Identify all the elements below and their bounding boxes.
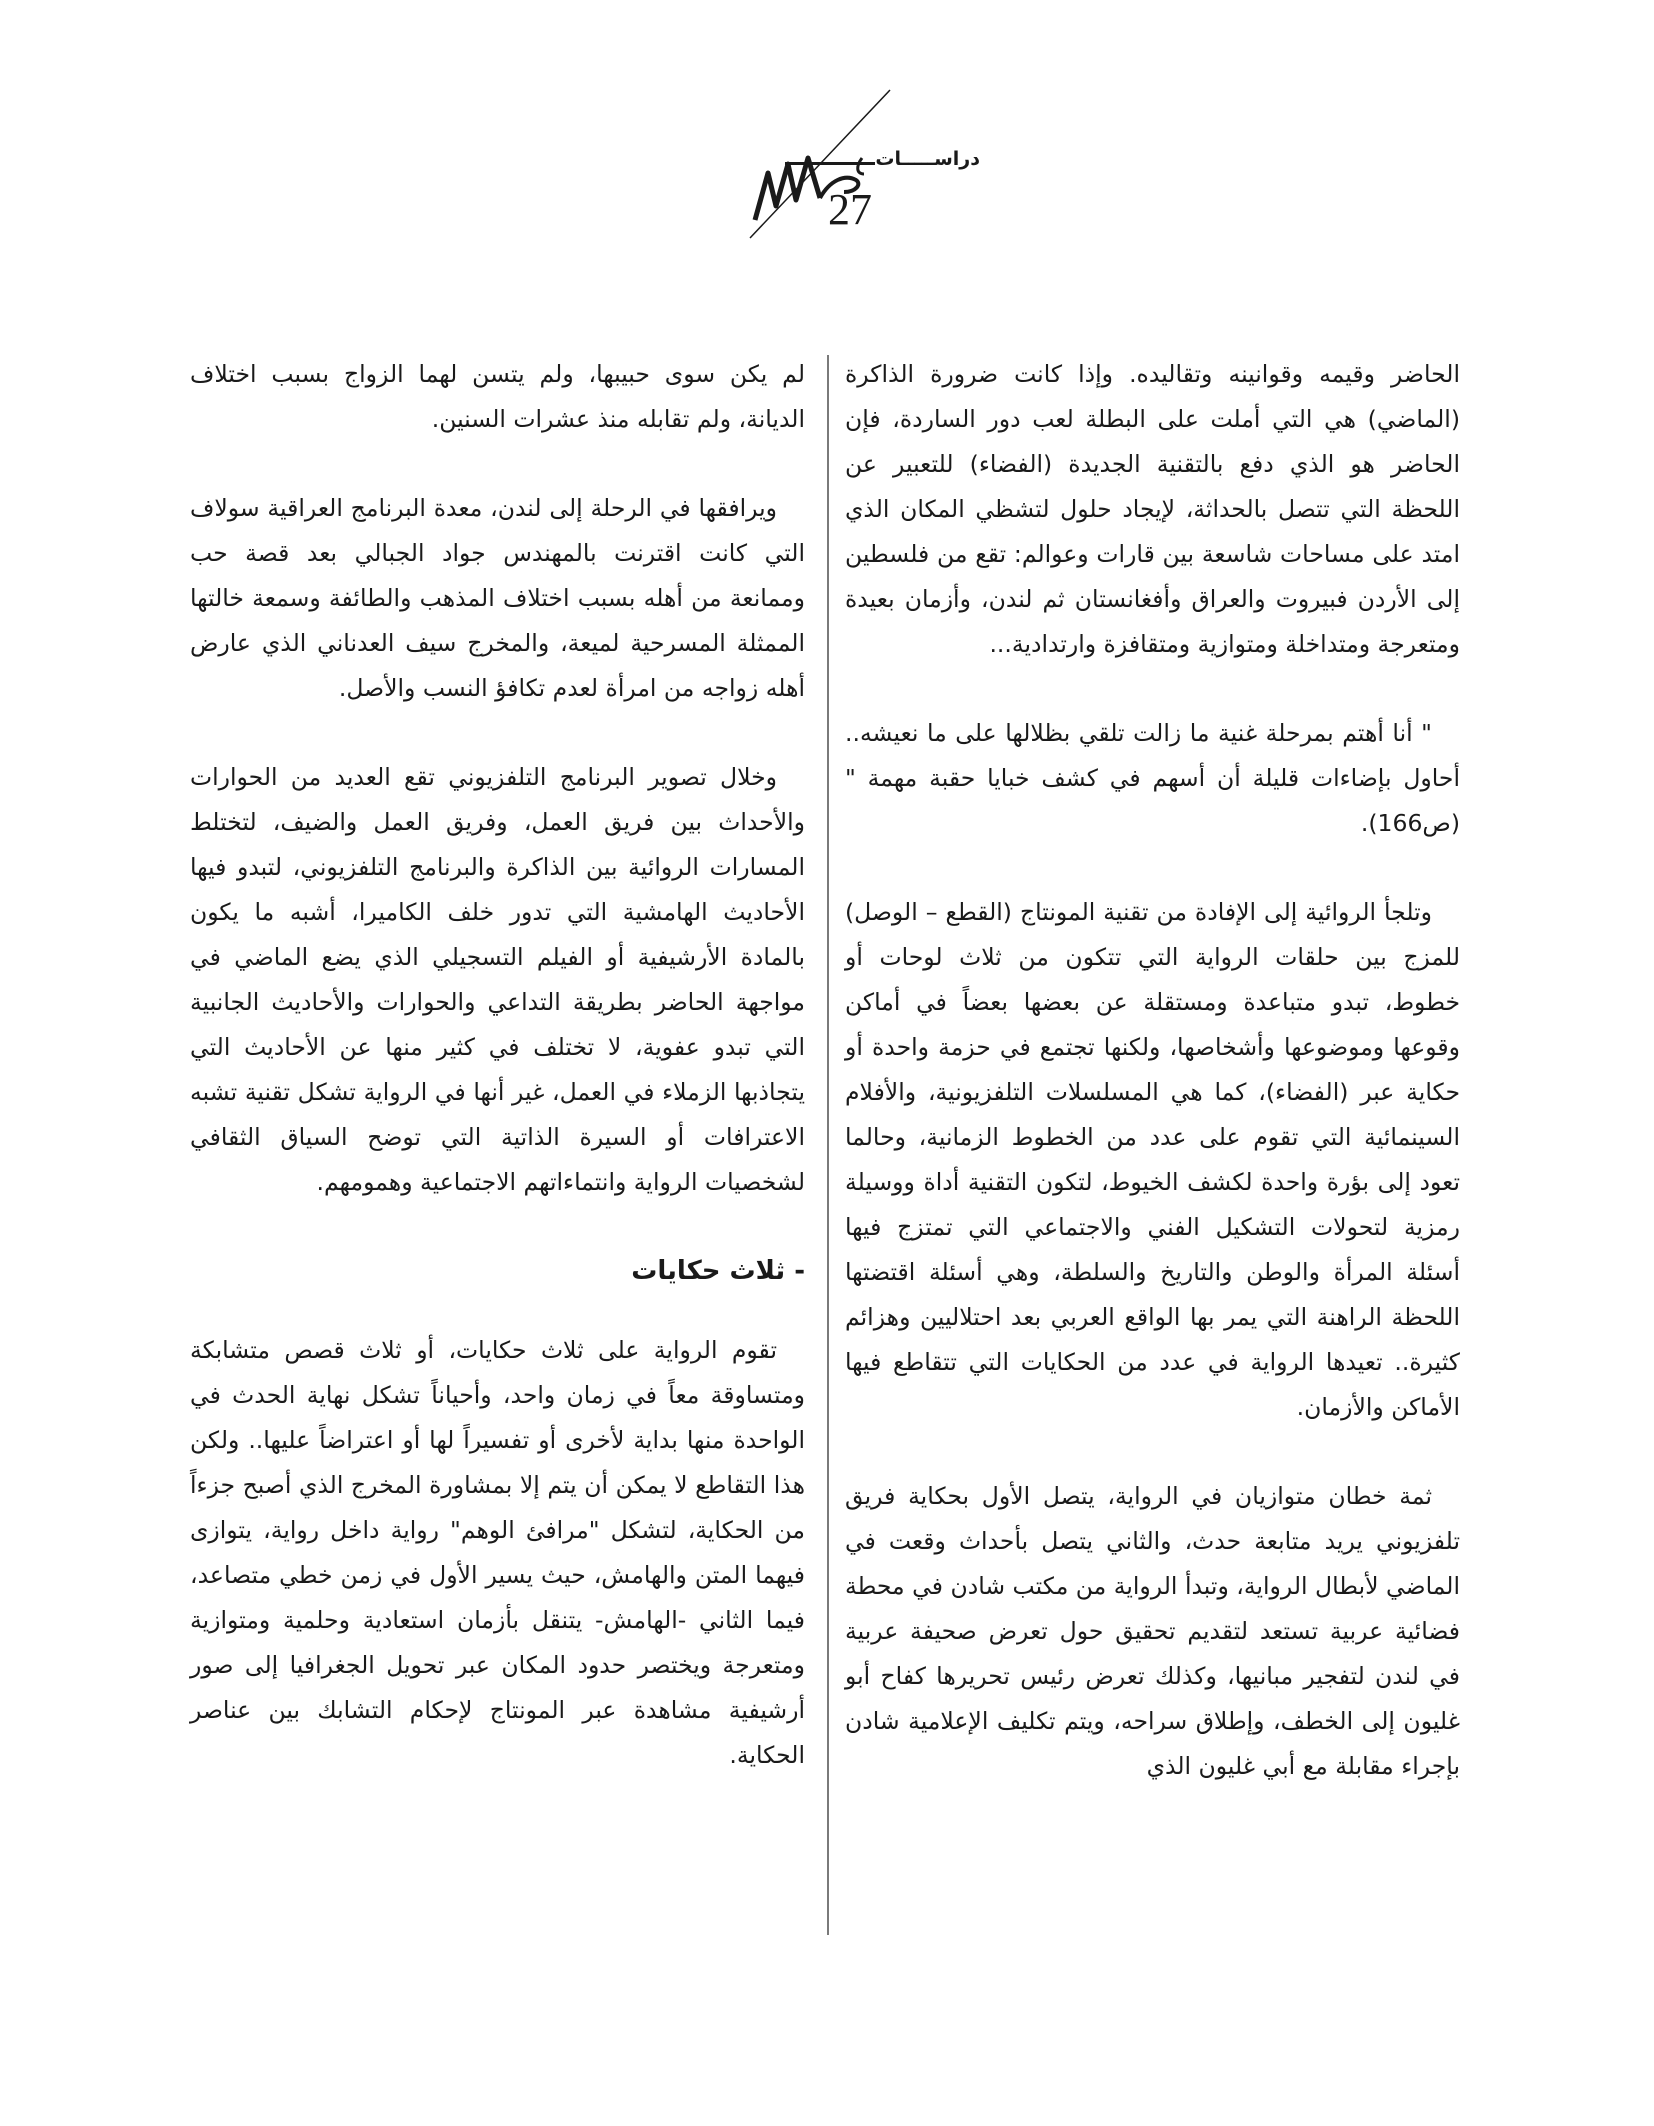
section-label: دراســـــات <box>875 148 980 170</box>
left-column <box>190 352 805 1822</box>
paragraph: لم يكن سوى حبيبها، ولم يتسن لهما الزواج بسبب اختلاف الديانة، ولم تقابله منذ عشرات السنين. <box>190 360 805 433</box>
page-header <box>680 88 1000 248</box>
right-column <box>845 352 1460 1833</box>
paragraph: وتلجأ الروائية إلى الإفادة من تقنية المونتاج (القطع – الوصل) للمزج بين حلقات الرواية التي تتكون من ثلاث لوحات أو خطوط، تبدو متباعدة ومستقلة عن بعضها بعضاً في أماكن وقوعها وموضوعها وأشخاصها، ولكنها تجتمع في حزمة واحدة أو حكاية عبر (الفضاء)، كما هي المسلسلات التلفزيونية، والأفلام السينمائية التي تقوم على عدد من الخطوط الزمانية، وحالما تعود إلى بؤرة واحدة لكشف الخيوط، لتكون التقنية أداة ووسيلة رمزية لتحولات التشكيل الفني والاجتماعي التي تمتزج فيها أسئلة المرأة والوطن والتاريخ والسلطة، وهي أسئلة اقتضتها اللحظة الراهنة التي يمر بها الواقع العربي بعد احتلاليين وهزائم كثيرة.. تعيدها الرواية في عدد من الحكايات التي تتقاطع فيها الأماكن والأزمان. <box>845 898 1460 1421</box>
paragraph: ويرافقها في الرحلة إلى لندن، معدة البرنامج العراقية سولاف التي كانت اقترنت بالمهندس جواد الجبالي بعد قصة حب وممانعة من أهله بسبب اختلاف المذهب والطائفة وسمعة خالتها الممثلة المسرحية لميعة، والمخرج سيف العدناني الذي عارض أهله زواجه من امرأة لعدم تكافؤ النسب والأصل. <box>190 494 805 702</box>
paragraph: الحاضر وقيمه وقوانينه وتقاليده. وإذا كانت ضرورة الذاكرة (الماضي) هي التي أملت على البطلة لعب دور الساردة، فإن الحاضر هو الذي دفع بالتقنية الجديدة (الفضاء) للتعبير عن اللحظة التي تتصل بالحداثة، لإيجاد حلول لتشظي المكان الذي امتد على مساحات شاسعة بين قارات وعوالم: تقع من فلسطين إلى الأردن فبيروت والعراق وأفغانستان ثم لندن، وأزمان بعيدة ومتعرجة ومتداخلة ومتوازية ومتقافزة وارتدادية... <box>845 360 1460 658</box>
section-heading: - ثلاث حكايات <box>631 1256 805 1286</box>
paragraph: تقوم الرواية على ثلاث حكايات، أو ثلاث قصص متشابكة ومتساوقة معاً في زمان واحد، وأحياناً تشكل نهاية الحدث في الواحدة منها بداية لأخرى أو تفسيراً لها أو اعتراضاً عليها.. ولكن هذا التقاطع لا يمكن أن يتم إلا بمشاورة المخرج الذي أصبح جزءاً من الحكاية، لتشكل "مرافئ الوهم" رواية داخل رواية، يتوازى فيهما المتن والهامش، حيث يسير الأول في زمن خطي متصاعد، فيما الثاني -الهامش- يتنقل بأزمان استعادية وحلمية ومتوازية ومتعرجة ويختصر حدود المكان عبر تحويل الجغرافيا إلى صور أرشيفية مشاهدة عبر المونتاج لإحكام التشابك بين عناصر الحكاية. <box>190 1336 805 1769</box>
column-divider <box>827 355 829 1935</box>
paragraph: ثمة خطان متوازيان في الرواية، يتصل الأول بحكاية فريق تلفزيوني يريد متابعة حدث، والثاني يتصل بأحداث وقعت في الماضي لأبطال الرواية، وتبدأ الرواية من مكتب شادن في محطة فضائية عربية تستعد لتقديم تحقيق حول تعرض صحيفة عربية في لندن لتفجير مبانيها، وكذلك تعرض رئيس تحريرها كفاح أبو غليون إلى الخطف، وإطلاق سراحه، ويتم تكليف الإعلامية شادن بإجراء مقابلة مع أبي غليون الذي <box>845 1482 1460 1780</box>
paragraph: وخلال تصوير البرنامج التلفزيوني تقع العديد من الحوارات والأحداث بين فريق العمل، وفريق العمل والضيف، لتختلط المسارات الروائية بين الذاكرة والبرنامج التلفزيوني، لتبدو فيها الأحاديث الهامشية التي تدور خلف الكاميرا، أشبه ما يكون بالمادة الأرشيفية أو الفيلم التسجيلي الذي يضع الماضي في مواجهة الحاضر بطريقة التداعي والحوارات والأحاديث الجانبية التي تبدو عفوية، لا تختلف في كثير منها عن الأحاديث التي يتجاذبها الزملاء في العمل، غير أنها في الرواية تشكل تقنية تشبه الاعترافات أو السيرة الذاتية التي توضح السياق الثقافي لشخصيات الرواية وانتماءاتهم الاجتماعية وهمومهم. <box>190 763 805 1196</box>
page-number: 27 <box>828 185 872 234</box>
paragraph: " أنا أهتم بمرحلة غنية ما زالت تلقي بظلالها على ما نعيشه.. أحاول بإضاءات قليلة أن أسهم في كشف خبايا حقبة مهمة " (ص166). <box>845 719 1460 837</box>
